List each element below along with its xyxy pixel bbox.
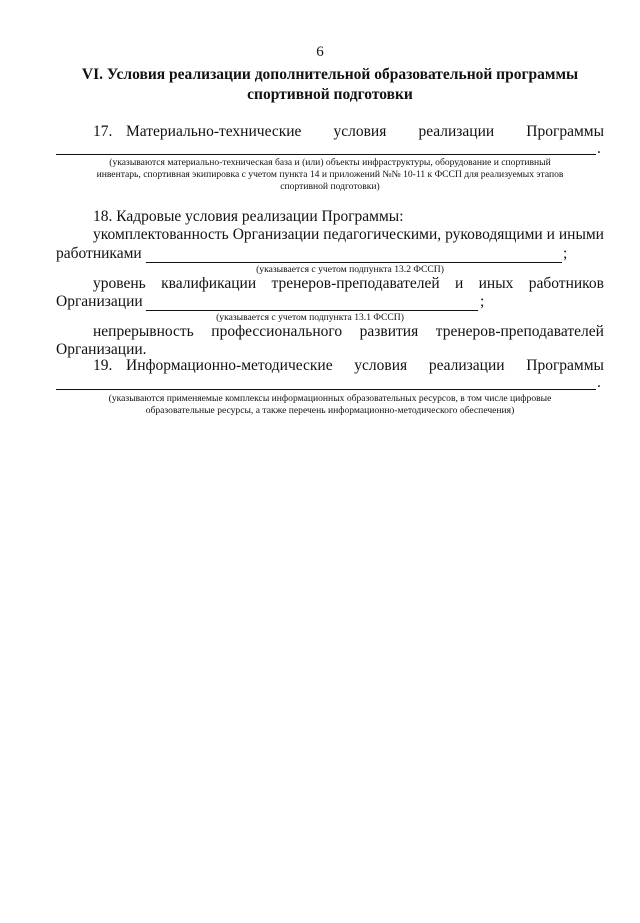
item-17-word: условия xyxy=(333,123,387,140)
qualification-word: квалификации xyxy=(161,275,257,292)
item-17-number: 17. xyxy=(93,123,113,140)
development-word: непрерывность xyxy=(93,323,194,340)
staffing-word: иными xyxy=(558,226,604,243)
item-17-note-line-2: инвентарь, спортивная экипировка с учетом пункта 14 и приложений №№ 10-11 к ФССП для реализуемых этапов xyxy=(96,169,564,180)
item-17-end-punct: . xyxy=(597,140,601,157)
item-19-word: реализации xyxy=(428,357,505,374)
item-19-word: Информационно-методические xyxy=(126,357,333,374)
staffing-word: и xyxy=(546,226,555,243)
item-19-fill-line xyxy=(56,389,596,390)
item-17-line xyxy=(126,123,604,141)
item-17-word: реализации xyxy=(418,123,495,140)
staffing-word: Организации xyxy=(232,226,320,243)
qualification-fill-line xyxy=(146,310,478,311)
staffing-end-punct: ; xyxy=(563,245,568,262)
staffing-word: руководящими xyxy=(445,226,543,243)
section-title-line-2: спортивной подготовки xyxy=(247,86,413,103)
staffing-line-2-start: работниками xyxy=(56,245,142,262)
staffing-word: педагогическими, xyxy=(323,226,442,243)
development-word: тренеров-преподавателей xyxy=(435,323,604,340)
qualification-line xyxy=(93,275,604,293)
staffing-line xyxy=(93,226,604,244)
item-17-word: Материально-технические xyxy=(126,123,302,140)
qualification-word: уровень xyxy=(93,275,146,292)
qualification-end-punct: ; xyxy=(480,293,485,310)
development-word: профессионального xyxy=(211,323,343,340)
qualification-word: иных xyxy=(478,275,514,292)
item-18-intro: 18. Кадровые условия реализации Программы: xyxy=(93,208,404,225)
staffing-fill-line xyxy=(146,262,562,263)
section-title-line-1: VI. Условия реализации дополнительной образовательной программы xyxy=(81,66,579,83)
development-line-2: Организации. xyxy=(56,341,147,358)
development-word: развития xyxy=(359,323,419,340)
item-17-word: Программы xyxy=(526,123,604,140)
item-17-fill-line xyxy=(56,154,596,155)
item-19-word: Программы xyxy=(526,357,604,374)
qualification-line-2-start: Организации xyxy=(56,293,143,310)
staffing-note: (указывается с учетом подпункта 13.2 ФССП) xyxy=(256,264,444,275)
item-19-word: условия xyxy=(354,357,408,374)
page-number: 6 xyxy=(316,44,324,60)
qualification-note: (указывается с учетом подпункта 13.1 ФССП) xyxy=(216,312,404,323)
item-17-note-line-1: (указываются материально-техническая база и (или) объекты инфраструктуры, оборудование и спортивный xyxy=(109,157,551,168)
item-19-note-line-2: образовательные ресурсы, а также перечень информационно-методического обеспечения) xyxy=(145,405,515,416)
item-19-note-line-1: (указываются применяемые комплексы информационных образовательных ресурсов, в том числе цифровые xyxy=(108,393,552,404)
item-19-line xyxy=(126,357,604,375)
qualification-word: тренеров-преподавателей xyxy=(271,275,440,292)
staffing-word: укомплектованность xyxy=(93,226,229,243)
qualification-word: работников xyxy=(528,275,604,292)
item-19-end-punct: . xyxy=(597,374,601,391)
item-19-number: 19. xyxy=(93,357,113,374)
qualification-word: и xyxy=(455,275,464,292)
item-17-note-line-3: спортивной подготовки) xyxy=(280,181,380,192)
development-line xyxy=(93,323,604,341)
